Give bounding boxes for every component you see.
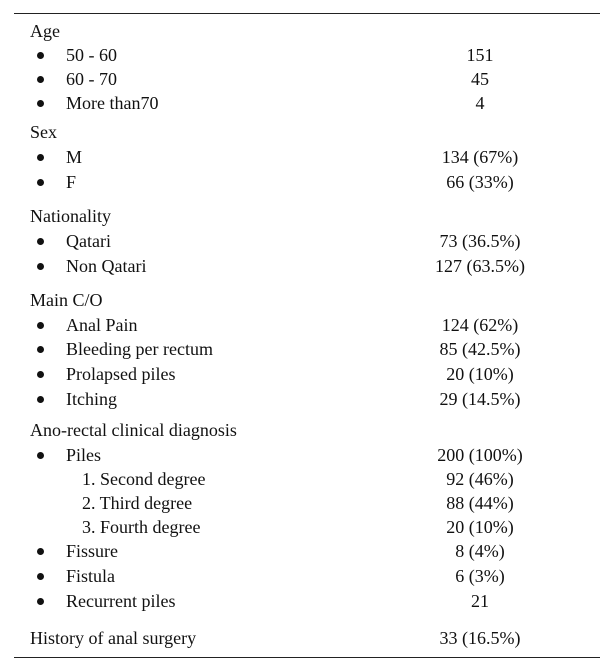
row-label: 2. Third degree <box>82 493 193 513</box>
row-value: 21 <box>471 591 489 611</box>
table-row-history-of-anal-surgery <box>0 626 614 650</box>
bullet-icon <box>37 52 44 59</box>
table-row-piles <box>0 443 614 467</box>
bullet-icon <box>37 238 44 245</box>
section-heading-sex <box>0 120 614 144</box>
row-value: 88 (44%) <box>446 493 514 513</box>
bullet-icon <box>37 179 44 186</box>
row-label: More than70 <box>66 93 159 113</box>
table-row-anal-pain <box>0 313 614 337</box>
row-value: 85 (42.5%) <box>439 339 521 359</box>
row-label: Recurrent piles <box>66 591 176 611</box>
bullet-icon <box>37 598 44 605</box>
bullet-icon <box>37 396 44 403</box>
row-value: 127 (63.5%) <box>435 256 525 276</box>
row-label: F <box>66 172 77 192</box>
row-label: 60 - 70 <box>66 69 117 89</box>
bullet-icon <box>37 154 44 161</box>
bullet-icon <box>37 452 44 459</box>
bullet-icon <box>37 573 44 580</box>
row-value: 8 (4%) <box>455 541 505 561</box>
bullet-icon <box>37 322 44 329</box>
row-value: 45 <box>471 69 489 89</box>
table-row-age-over-70 <box>0 91 614 115</box>
table-row-bleeding <box>0 337 614 361</box>
bullet-icon <box>37 263 44 270</box>
row-label: M <box>66 147 83 167</box>
row-value: 29 (14.5%) <box>439 389 521 409</box>
row-value: 6 (3%) <box>455 566 505 586</box>
table-row-sex-m <box>0 145 614 169</box>
row-value: 200 (100%) <box>437 445 523 465</box>
table-row-age-50-60 <box>0 43 614 67</box>
row-label: 1. Second degree <box>82 469 206 489</box>
section-heading-age <box>0 19 614 43</box>
table-row-itching <box>0 387 614 411</box>
bullet-icon <box>37 346 44 353</box>
row-value: 73 (36.5%) <box>439 231 521 251</box>
row-label: Fissure <box>66 541 119 561</box>
row-label: Itching <box>66 389 117 409</box>
row-label: History of anal surgery <box>30 628 197 648</box>
row-value: 4 <box>475 93 485 113</box>
row-label: Non Qatari <box>66 256 147 276</box>
section-heading-main-co <box>0 288 614 312</box>
table-row-age-60-70 <box>0 67 614 91</box>
section-heading-diagnosis <box>0 418 614 442</box>
section-heading-label: Main C/O <box>30 290 103 310</box>
bullet-icon <box>37 76 44 83</box>
row-value: 66 (33%) <box>446 172 514 192</box>
section-heading-label: Ano-rectal clinical diagnosis <box>30 420 237 440</box>
table-bottom-rule <box>14 657 600 658</box>
table-row-nationality-qatari <box>0 229 614 253</box>
row-label: Bleeding per rectum <box>66 339 213 359</box>
bullet-icon <box>37 371 44 378</box>
row-value: 20 (10%) <box>446 364 514 384</box>
table-row-sex-f <box>0 170 614 194</box>
section-heading-label: Age <box>30 21 60 41</box>
row-value: 124 (62%) <box>441 315 519 335</box>
row-value: 20 (10%) <box>446 517 514 537</box>
row-value: 134 (67%) <box>441 147 519 167</box>
row-value: 33 (16.5%) <box>439 628 521 648</box>
section-heading-label: Nationality <box>30 206 111 226</box>
row-value: 92 (46%) <box>446 469 514 489</box>
row-label: Qatari <box>66 231 111 251</box>
table-row-nationality-non-qatari <box>0 254 614 278</box>
section-heading-nationality <box>0 204 614 228</box>
table-row-second-degree <box>0 467 614 491</box>
row-label: 3. Fourth degree <box>82 517 201 537</box>
row-value: 151 <box>466 45 494 65</box>
row-label: Piles <box>66 445 102 465</box>
table-row-recurrent-piles <box>0 589 614 613</box>
table-row-fissure <box>0 539 614 563</box>
section-heading-label: Sex <box>30 122 57 142</box>
table-row-fourth-degree <box>0 515 614 539</box>
table-row-fistula <box>0 564 614 588</box>
row-label: Anal Pain <box>66 315 138 335</box>
table-row-third-degree <box>0 491 614 515</box>
bullet-icon <box>37 100 44 107</box>
bullet-icon <box>37 548 44 555</box>
row-label: 50 - 60 <box>66 45 117 65</box>
table-row-prolapsed-piles <box>0 362 614 386</box>
row-label: Fistula <box>66 566 116 586</box>
table-top-rule <box>14 13 600 14</box>
row-label: Prolapsed piles <box>66 364 176 384</box>
